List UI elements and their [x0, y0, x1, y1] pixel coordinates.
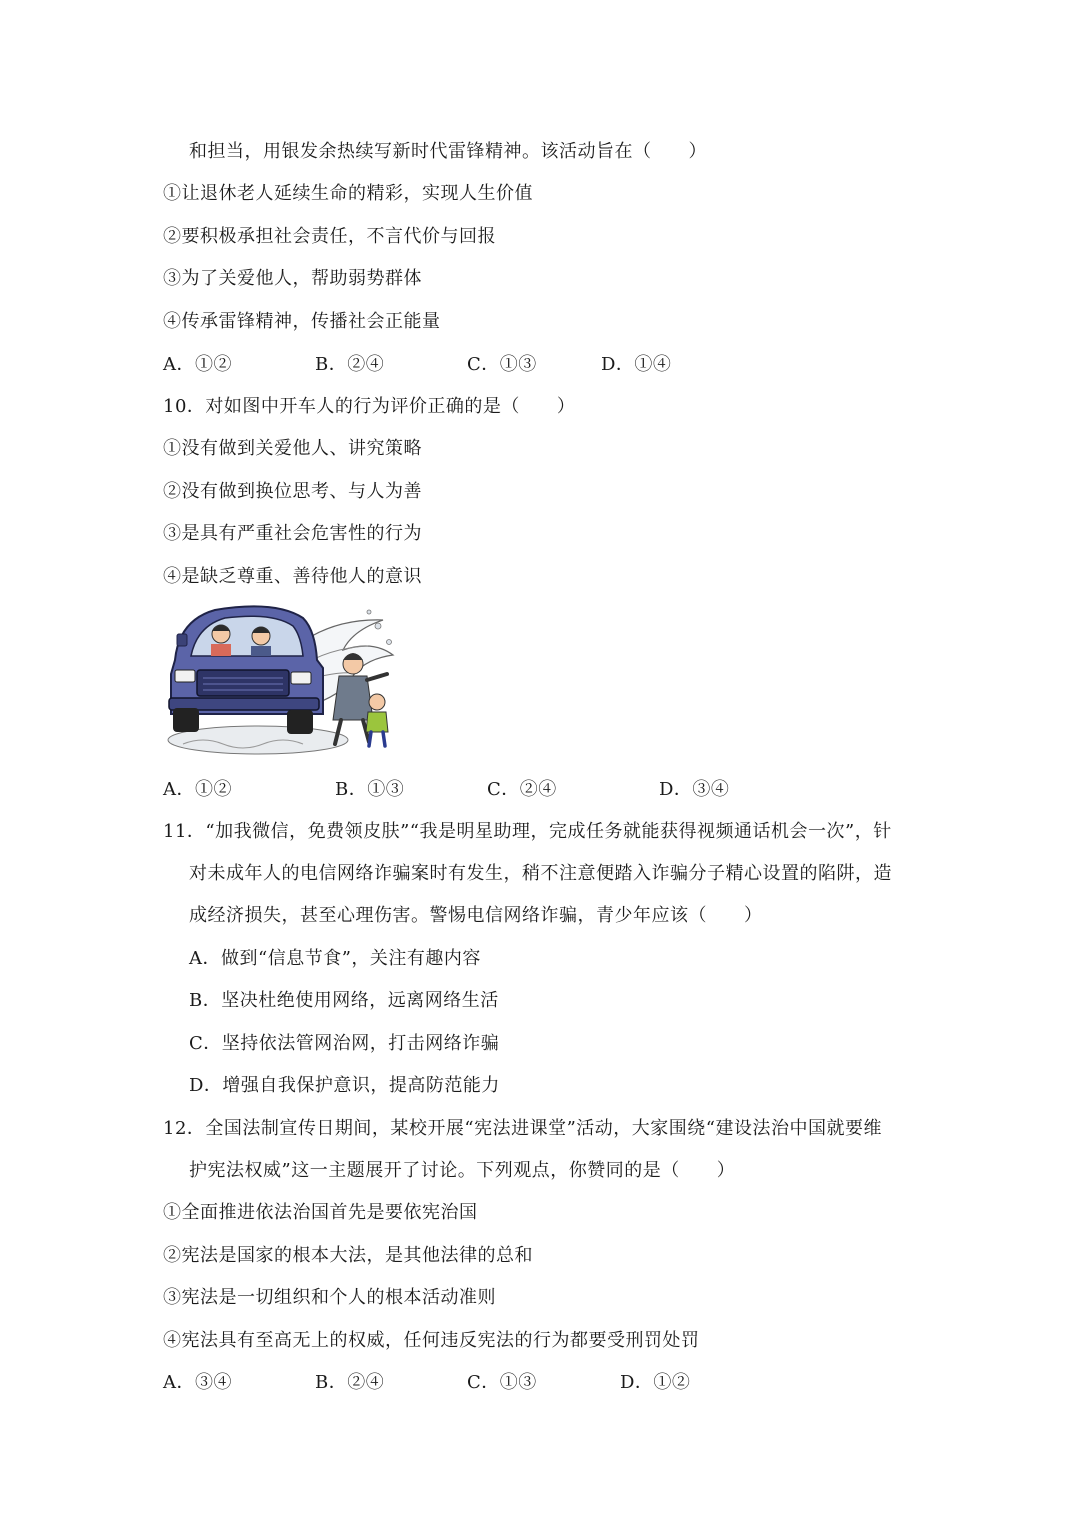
q12-option-b[interactable]: B．②④ — [315, 1372, 385, 1393]
q12-option-c[interactable]: C．①③ — [467, 1372, 537, 1393]
q10-statement-4: ④是缺乏尊重、善待他人的意识 — [163, 566, 422, 587]
q11-option-d[interactable]: D．增强自我保护意识，提高防范能力 — [189, 1075, 500, 1096]
q9-stem-continuation: 和担当，用银发余热续写新时代雷锋精神。该活动旨在（ ） — [189, 141, 707, 162]
q9-option-d[interactable]: D．①④ — [601, 354, 672, 375]
q10-option-d[interactable]: D．③④ — [659, 779, 730, 800]
q9-statement-2: ②要积极承担社会责任，不言代价与回报 — [163, 226, 496, 247]
q12-stem-line-2: 护宪法权威”这一主题展开了讨论。下列观点，你赞同的是（ ） — [189, 1160, 736, 1181]
q9-statement-1: ①让退休老人延续生命的精彩，实现人生价值 — [163, 183, 533, 204]
q11-option-b[interactable]: B．坚决杜绝使用网络，远离网络生活 — [189, 990, 499, 1011]
q9-statement-3: ③为了关爱他人，帮助弱势群体 — [163, 268, 422, 289]
q10-statement-2: ②没有做到换位思考、与人为善 — [163, 481, 422, 502]
q11-stem-line-3: 成经济损失，甚至心理伤害。警惕电信网络诈骗，青少年应该（ ） — [189, 905, 763, 926]
q10-option-a[interactable]: A．①② — [163, 779, 232, 800]
q12-statement-2: ②宪法是国家的根本大法，是其他法律的总和 — [163, 1245, 533, 1266]
q10-option-b[interactable]: B．①③ — [335, 779, 405, 800]
q12-statement-4: ④宪法具有至高无上的权威，任何违反宪法的行为都要受刑罚处罚 — [163, 1330, 700, 1351]
q9-option-c[interactable]: C．①③ — [467, 354, 537, 375]
q10-statement-1: ①没有做到关爱他人、讲究策略 — [163, 438, 422, 459]
q10-statement-3: ③是具有严重社会危害性的行为 — [163, 523, 422, 544]
q12-option-d[interactable]: D．①② — [620, 1372, 691, 1393]
q9-option-a[interactable]: A．①② — [163, 354, 232, 375]
q9-statement-4: ④传承雷锋精神，传播社会正能量 — [163, 311, 441, 332]
q11-stem-line-2: 对未成年人的电信网络诈骗案时有发生，稍不注意便踏入诈骗分子精心设置的陷阱，造 — [189, 863, 892, 884]
q12-statement-3: ③宪法是一切组织和个人的根本活动准则 — [163, 1287, 496, 1308]
q10-option-c[interactable]: C．②④ — [487, 779, 557, 800]
q12-option-a[interactable]: A．③④ — [163, 1372, 232, 1393]
car-splash-illustration — [163, 598, 405, 760]
q10-stem: 10．对如图中开车人的行为评价正确的是（ ） — [163, 396, 576, 417]
q12-statement-1: ①全面推进依法治国首先是要依宪治国 — [163, 1202, 478, 1223]
q11-option-a[interactable]: A．做到“信息节食”，关注有趣内容 — [189, 948, 481, 969]
q11-stem-line-1: 11．“加我微信，免费领皮肤”“我是明星助理，完成任务就能获得视频通话机会一次”，针 — [163, 821, 892, 842]
q12-stem-line-1: 12．全国法制宣传日期间，某校开展“宪法进课堂”活动，大家围绕“建设法治中国就要维 — [163, 1118, 883, 1139]
q11-option-c[interactable]: C．坚持依法管网治网，打击网络诈骗 — [189, 1033, 500, 1054]
q9-option-b[interactable]: B．②④ — [315, 354, 385, 375]
